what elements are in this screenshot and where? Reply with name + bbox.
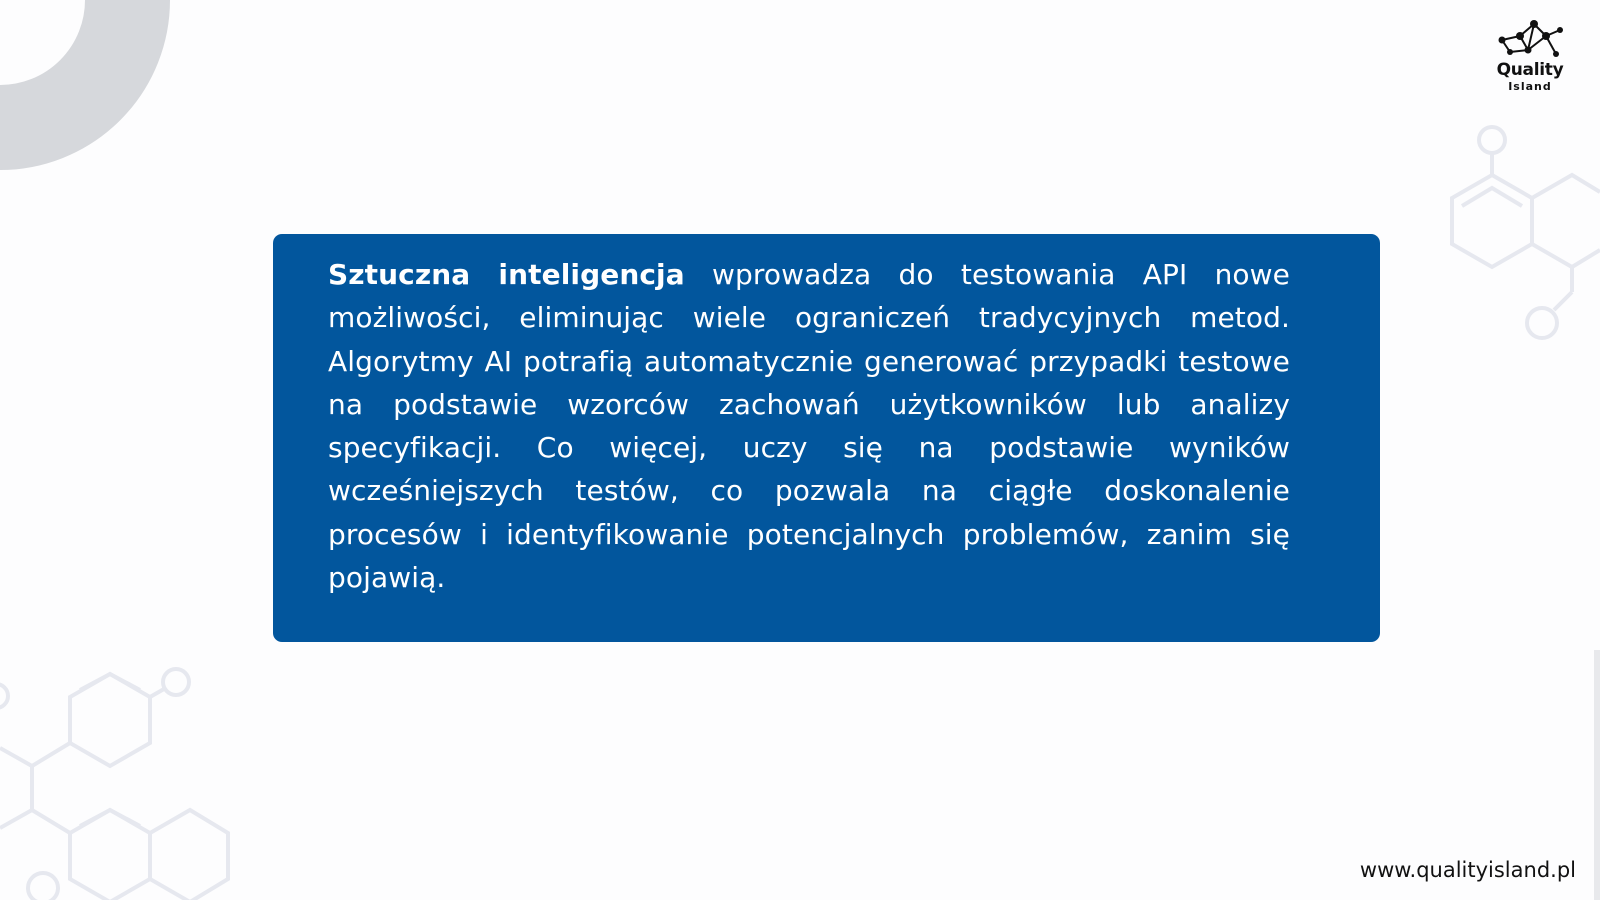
molecule-decoration-left (0, 660, 240, 900)
lead-bold-text: Sztuczna inteligencja (328, 258, 685, 291)
decorative-ring (0, 0, 170, 170)
content-card (273, 234, 1380, 642)
decorative-edge-strip (1594, 650, 1600, 900)
quality-island-logo (1488, 18, 1572, 96)
logo-subname: Island (1508, 80, 1552, 93)
logo-name: Quality (1496, 60, 1564, 80)
network-icon (1488, 18, 1572, 62)
molecule-decoration-right (1440, 120, 1600, 350)
body-text: wprowadza do testowania API nowe możliwości, eliminując wiele ograniczeń tradycyjnych metod. Algorytmy AI potrafią automatycznie generować przypadki testowe na podstawie wzorców zachowań użytkowników lub analizy specyfikacji. Co więcej, uczy się na podstawie wyników wcześniejszych testów, co pozwala na ciągłe doskonalenie procesów i identyfikowanie potencjalnych problemów, zanim się pojawią. (328, 258, 1290, 595)
content-paragraph (328, 253, 1290, 599)
website-url: www.qualityisland.pl (1359, 858, 1576, 882)
